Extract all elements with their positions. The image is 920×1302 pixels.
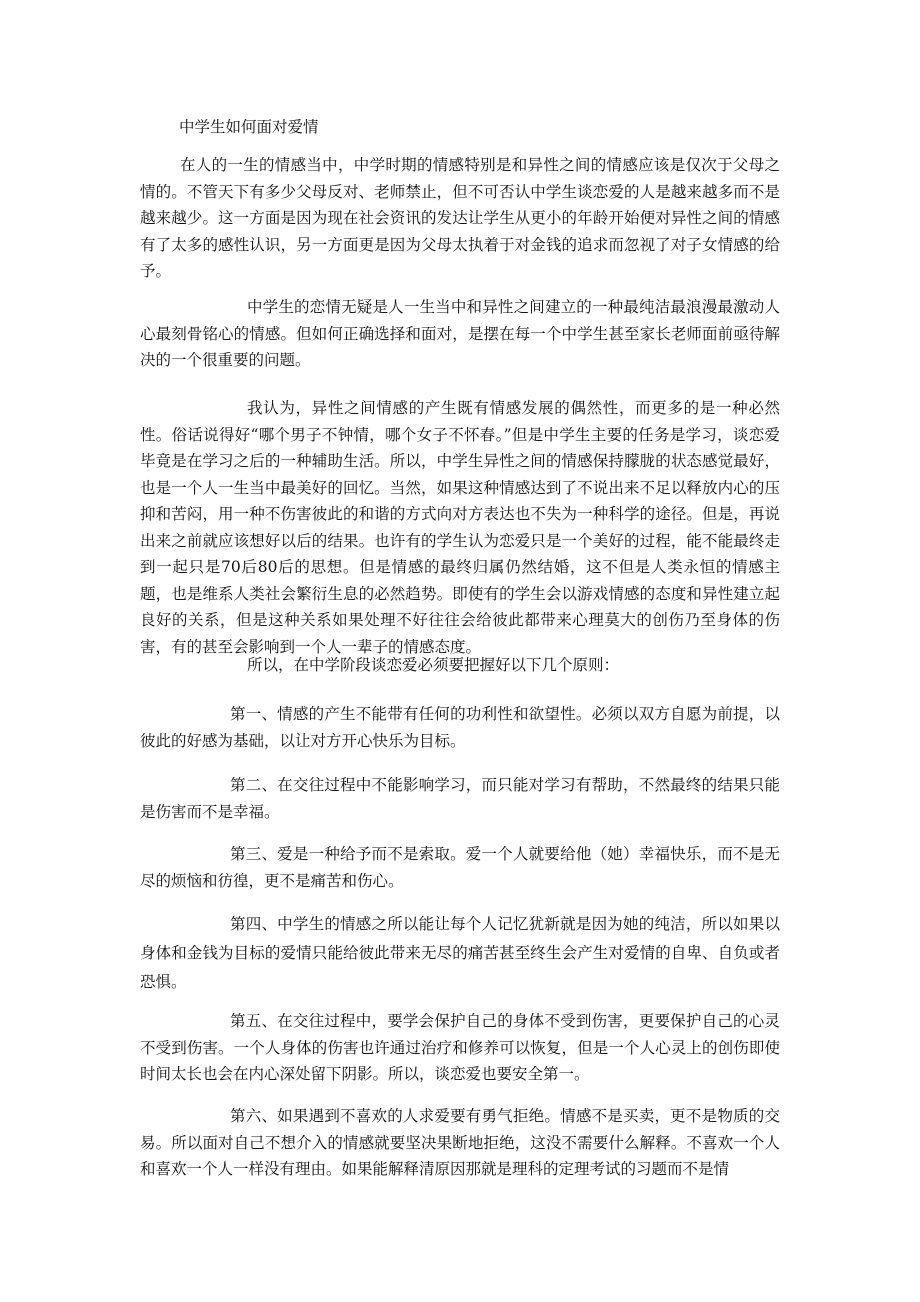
paragraph-opinion: 我认为，异性之间情感的产生既有情感发展的偶然性，而更多的是一种必然性。俗话说得好“哪个男子不钟情，哪个女子不怀春。”但是中学生主要的任务是学习，谈恋爱毕竟是在学习之后的一种辅助生活。所以，中学生异性之间的情感保持朦胧的状态感觉最好，也是一个人一生当中最美好的回忆。当然，如果这种情感达到了不说出来不足以释放内心的压抑和苦闷，用一种不伤害彼此的和谐的方式向对方表达也不失为一种科学的途径。但是，再说出来之前就应该想好以后的结果。也许有的学生认为恋爱只是一个美好的过程，能不能最终走到一起只是70后80后的思想。但是情感的最终归属仍然结婚，这不但是人类永恒的情感主题，也是维系人类社会繁衍生息的必然趋势。即使有的学生会以游戏情感的态度和异性建立起良好的关系，但是这种关系如果处理不好往往会给彼此都带来心理莫大的创伤乃至身体的伤害，有的甚至会影响到一个人一辈子的情感态度。	[140, 399, 780, 656]
paragraph-principle-4: 第四、中学生的情感之所以能让每个人记忆犹新就是因为她的纯洁，所以如果以身体和金钱为目标的爱情只能给彼此带来无尽的痛苦甚至终生会产生对爱情的自卑、自负或者恐惧。	[140, 915, 780, 991]
document-title: 中学生如何面对爱情	[179, 118, 319, 136]
paragraph-principle-6: 第六、如果遇到不喜欢的人求爱要有勇气拒绝。情感不是买卖，更不是物质的交易。所以面对自己不想介入的情感就要坚决果断地拒绝，这没不需要什么解释。不喜欢一个人和喜欢一个人一样没有理由。如果能解释清原因那就是理科的定理考试的习题而不是情	[140, 1107, 780, 1178]
paragraph-principle-5: 第五、在交往过程中，要学会保护自己的身体不受到伤害，更要保护自己的心灵不受到伤害。一个人身体的伤害也许通过治疗和修养可以恢复，但是一个人心灵上的创伤即使时间太长也会在内心深处留下阴影。所以，谈恋爱也要安全第一。	[140, 1012, 780, 1083]
paragraph-principle-1: 第一、情感的产生不能带有任何的功利性和欲望性。必须以双方自愿为前提，以彼此的好感为基础，以让对方开心快乐为目标。	[140, 705, 780, 750]
paragraph-principle-2: 第二、在交往过程中不能影响学习，而只能对学习有帮助，不然最终的结果只能是伤害而不是幸福。	[140, 776, 780, 821]
paragraph-principles-intro: 所以，在中学阶段谈恋爱必须要把握好以下几个原则：	[247, 656, 620, 674]
paragraph-romance-nature: 中学生的恋情无疑是人一生当中和异性之间建立的一种最纯洁最浪漫最激动人心最刻骨铭心的情感。但如何正确选择和面对，是摆在每一个中学生甚至家长老师面前亟待解决的一个很重要的问题。	[140, 298, 780, 369]
paragraph-intro: 在人的一生的情感当中，中学时期的情感特别是和异性之间的情感应该是仅次于父母之情的。不管天下有多少父母反对、老师禁止，但不可否认中学生谈恋爱的人是越来越多而不是越来越少。这一方面是因为现在社会资讯的发达让学生从更小的年龄开始便对异性之间的情感有了太多的感性认识，另一方面更是因为父母太执着于对金钱的追求而忽视了对子女情感的给予。	[140, 156, 780, 280]
paragraph-principle-3: 第三、爱是一种给予而不是索取。爱一个人就要给他（她）幸福快乐，而不是无尽的烦恼和彷徨，更不是痛苦和伤心。	[140, 845, 780, 890]
